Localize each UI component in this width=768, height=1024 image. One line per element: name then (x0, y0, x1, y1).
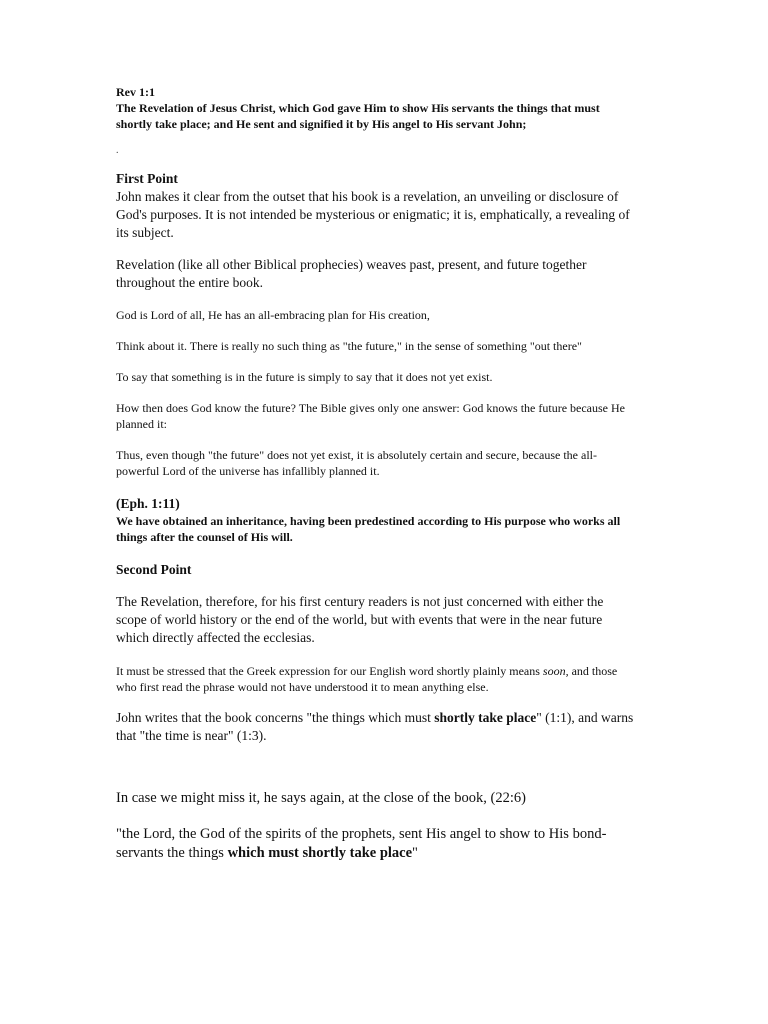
text-run: and those who first read the phrase would not have understood it to mean anything else. (116, 664, 618, 694)
text-run: It must be stressed that the Greek expression for our English word shortly plainly means (116, 664, 543, 678)
verse-text: The Revelation of Jesus Christ, which God gave Him to show His servants the things that must shortly take place; and He sent and signified it by His angel to His servant John; (116, 101, 600, 131)
first-point-paragraph: John makes it clear from the outset that his book is a revelation, an unveiling or disclosure of God's purposes. It is not intended be mysterious or enigmatic; it is, emphatically, a revealing of its subject. (116, 189, 630, 240)
bold-phrase: shortly take place (434, 710, 537, 725)
first-point-paragraph: God is Lord of all, He has an all-embracing plan for His creation, (116, 308, 430, 322)
document-body (116, 84, 636, 863)
second-point-paragraph (116, 663, 636, 695)
text-run: "the Lord, the God of the spirits of the prophets, sent His angel to show to His bond-servants the things (116, 826, 607, 861)
first-point-paragraph: How then does God know the future? The Bible gives only one answer: God knows the future because He planned it: (116, 401, 625, 431)
second-point-paragraph: The Revelation, therefore, for his first century readers is not just concerned with either the scope of world history or the end of the world, but with events that were in the near future which directly affected the ecclesias. (116, 594, 604, 645)
first-point-paragraph: Think about it. There is really no such thing as "the future," in the sense of something "out there" (116, 339, 582, 353)
text-run: John writes that the book concerns "the things which must (116, 710, 435, 725)
first-point-paragraph: To say that something is in the future is simply to say that it does not yet exist. (116, 370, 493, 384)
second-point-heading: Second Point (116, 562, 192, 577)
first-point-paragraph: Thus, even though "the future" does not yet exist, it is absolutely certain and secure, because the all-powerful Lord of the universe has infallibly planned it. (116, 448, 597, 478)
second-point-paragraph (116, 709, 636, 745)
second-point-paragraph (116, 825, 636, 863)
eph-reference: (Eph. 1:11) (116, 496, 180, 511)
eph-quote: We have obtained an inheritance, having been predestined according to His purpose who works all things after the counsel of His will. (116, 514, 621, 544)
text-run: " (1:1), and warns that "the time is near" (1:3). (116, 710, 634, 743)
first-point-paragraph: Revelation (like all other Biblical prophecies) weaves past, present, and future together throughout the entire book. (116, 257, 587, 290)
stray-dot: . (116, 145, 119, 156)
verse-reference: Rev 1:1 (116, 85, 155, 99)
emphasis-soon: soon, (542, 664, 569, 678)
text-run: " (412, 845, 418, 861)
bold-phrase: which must shortly take place (227, 845, 413, 861)
first-point-heading: First Point (116, 171, 178, 186)
second-point-paragraph: In case we might miss it, he says again, at the close of the book, (22:6) (116, 790, 526, 806)
